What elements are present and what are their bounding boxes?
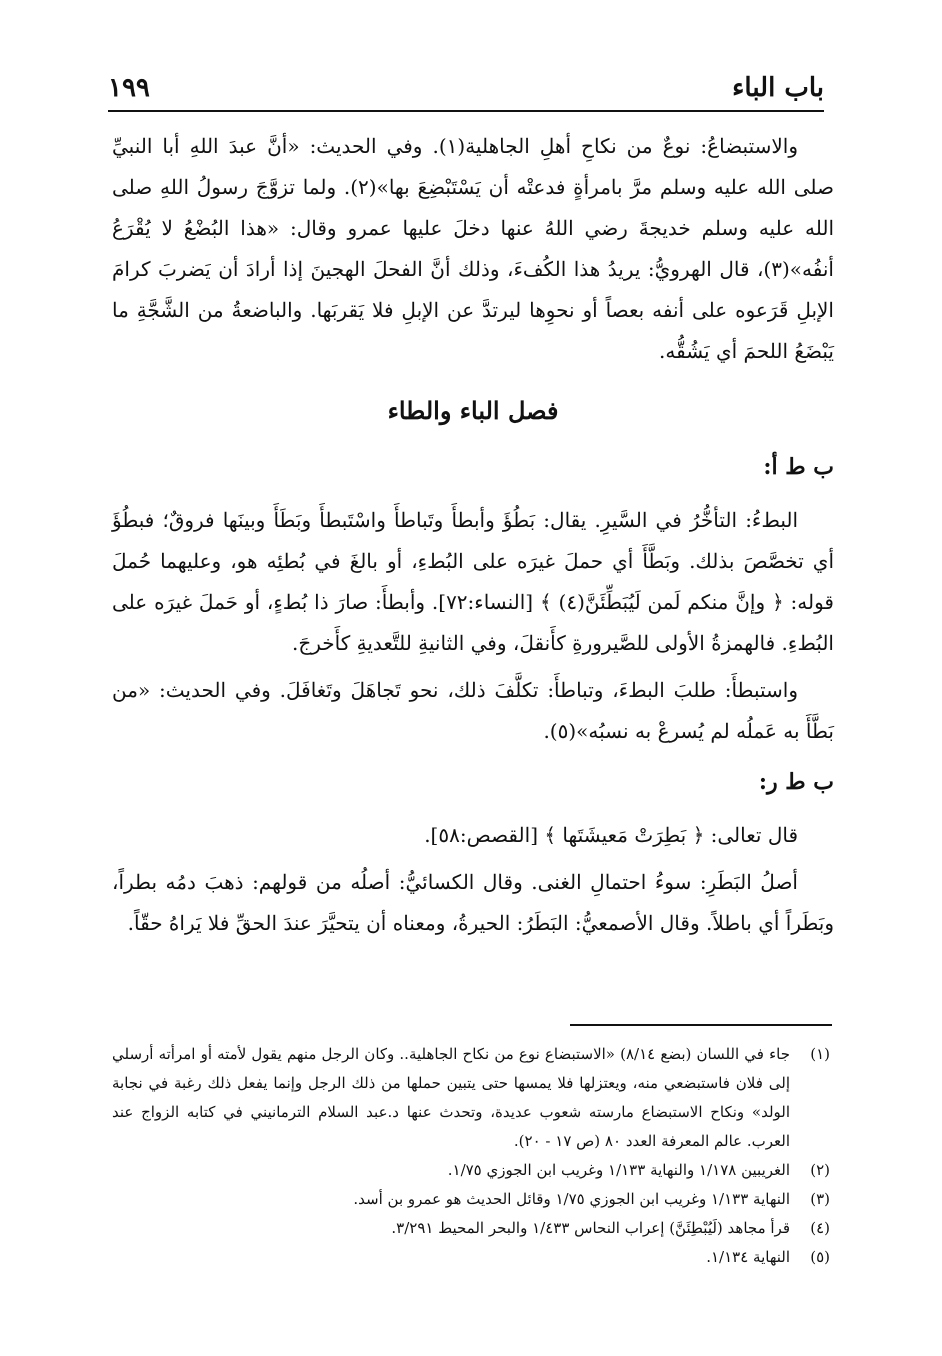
chapter-title: باب الباء — [732, 73, 824, 103]
paragraph-batar: أصلُ البَطَرِ: سوءُ احتمالِ الغنى. وقال الكسائيُّ: أصلُه من قولهم: ذهبَ دمُه بطراً، وبَطَراً أي باطلاً. وقال الأصمعيُّ: البَطَرُ: الحيرةُ، ومعناه أن يتحيَّرَ عندَ الحقِّ فلا يَراهُ حقّاً. — [112, 870, 834, 935]
footnote-text: الغريبين ١/١٧٨ والنهاية ١/١٣٣ وغريب ابن الجوزي ١/٧٥. — [447, 1161, 790, 1179]
footnote-number: (١) — [810, 1045, 830, 1063]
footnote-text: النهاية ١/١٣٤. — [706, 1248, 790, 1266]
footnote — [112, 1156, 830, 1185]
entry-heading-b-t-a: ب ط أ: — [763, 454, 834, 480]
footnote — [112, 1185, 830, 1214]
page-number: ١٩٩ — [108, 73, 150, 103]
footnote-text: جاء في اللسان (بضع ٨/١٤) «الاستبضاع نوع من نكاح الجاهلية.. وكان الرجل منهم يقول لأمته أو امرأته أرسلي إلى فلان فاستبضعي منه، ويعتزلها فلا يمسها حتى يتبين حملها من ذلك الرجل وإنما يفعل ذلك رغبة في نجابة الولد» ونكاح الاستبضاع مارسته شعوب عديدة، وتحدث عنها د.عبد السلام الترمانيني في كتابه الزواج عند العرب. عالم المعرفة العدد ٨٠ (ص ١٧ - ٢٠). — [112, 1045, 790, 1150]
footnote — [112, 1243, 830, 1272]
footnote-number: (٥) — [810, 1248, 830, 1266]
paragraph-istibda: والاستبضاعُ: نوعٌ من نكاحِ أهلِ الجاهلية(١). وفي الحديث: «أنَّ عبدَ اللهِ أبا النبيِّ صلى الله عليه وسلم مرَّ بامرأةٍ فدعتْه أن يَسْتَبْضِعَ بها»(٢). ولما تزوَّجَ رسولُ اللهِ صلى الله عليه وسلم خديجةَ رضي اللهُ عنها دخلَ عليها عمرو وقال: «هذا البُضْعُ لا يُقْرَعُ أنفُه»(٣)، قال الهرويُّ: يريدُ هذا الكُفءَ، وذلك أنَّ الفحلَ الهجينَ إذا أرادَ أن يَضربَ كرامَ الإبلِ قَرَعوه على أنفه بعصاً أو نحوِها ليرتدَّ عن الإبلِ فلا يَقربَها. والباضعةُ من الشَّجَّةِ ما يَبْضَعُ اللحمَ أي يَشُقُّه. — [112, 134, 835, 363]
footnote-number: (٣) — [810, 1190, 830, 1208]
footnote-text: قرأ مجاهد (لَيُبْطِئَنَّ) إعراب النحاس ١/٤٣٣ والبحر المحيط ٣/٢٩١. — [391, 1219, 790, 1237]
footnotes — [112, 1040, 830, 1272]
footnote-text: النهاية ١/١٣٣ وغريب ابن الجوزي ١/٧٥ وقائل الحديث هو عمرو بن أسد. — [353, 1190, 790, 1208]
paragraph-but: البطءُ: التأخُّرُ في السَّيرِ. يقال: بَطُؤَ وأبطأَ وتَباطأَ واسْتَبطأَ وبَطَأَ وبينَها فروقٌ؛ فبطُؤَ أي تخصَّصَ بذلك. وبَطَّأَ أي حملَ غيرَه على البُطءِ، أو بالغَ في بُطئِه هو، وعليهما حُملَ قوله: ﴿ وإنَّ منكم لَمن لَيُبَطِّئَنَّ(٤) ﴾ [النساء:٧٢]. وأبطأَ: صارَ ذا بُطءٍ، أو حَملَ غيرَه على البُطءِ. فالهمزةُ الأولى للصَّيرورةِ كأَنقلَ، وفي الثانيةِ للتَّعديةِ كأَخرجَ. — [112, 508, 834, 655]
paragraph-istibta: واستبطأَ: طلبَ البطءَ، وتباطأَ: تكلَّفَ ذلك، نحو تَجاهَلَ وتَغافَلَ. وفي الحديث: «من بَطَّأَ به عَملُه لم يُسرعْ به نسبُه»(٥). — [112, 678, 834, 743]
entry-heading-b-t-r: ب ط ر: — [758, 769, 834, 795]
main-text — [112, 126, 834, 950]
page-header — [108, 66, 824, 112]
footnote — [112, 1040, 830, 1156]
section-title: فصل الباء والطاء — [387, 396, 559, 425]
footnote-number: (٢) — [810, 1161, 830, 1179]
paragraph-quran-verse: قال تعالى: ﴿ بَطِرَتْ مَعيشَتَها ﴾ [القصص:٥٨]. — [424, 823, 798, 847]
footnote — [112, 1214, 830, 1243]
footnote-number: (٤) — [810, 1219, 830, 1237]
footnote-divider — [570, 1024, 832, 1026]
